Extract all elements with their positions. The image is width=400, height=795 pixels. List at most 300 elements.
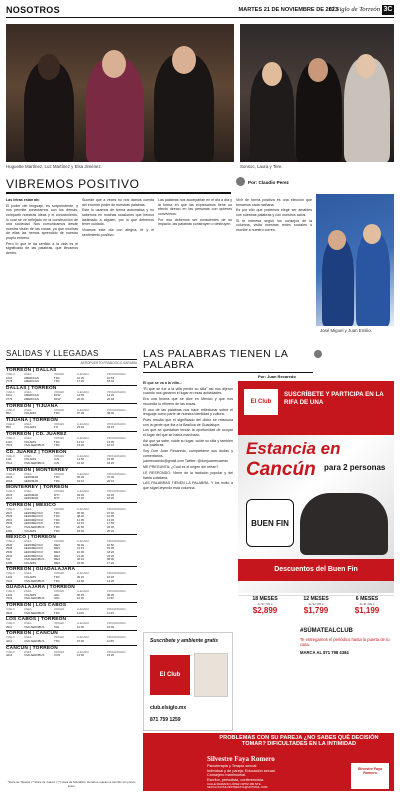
paragraph: Este lo usamos de forma automática y no sabemos en muchas ocasiones que hemos lastimado a alguien, por lo que debemos tener cuidado. — [82, 208, 154, 227]
flight-cell: VIVA AEROBUS — [24, 525, 45, 530]
column-header: VUELO — [6, 590, 15, 594]
paragraph: Pues resulta que el significado del dicho se relaciona con la gente que iba a la Basílica de Guadalupe. — [143, 417, 233, 427]
flight-cell: AMERICAN — [24, 393, 39, 398]
flight-cell: VIVA AEROBUS — [24, 624, 45, 629]
column-header: ORIGEN — [54, 490, 65, 494]
route-header: TORREÓN | DALLAS — [6, 367, 137, 373]
promo-city: Cancún — [246, 459, 316, 480]
column-header: ORIGEN — [54, 373, 65, 376]
sumate-phone: MARCA AL 871 798 4384 — [300, 650, 349, 655]
price-note: de $1,499 a — [359, 602, 375, 606]
promo-header — [238, 381, 394, 435]
newspaper-icon — [194, 653, 228, 697]
flight-cell: VOLARIS — [24, 457, 37, 462]
column-header: VUELO — [6, 373, 15, 376]
column-title: LAS PALABRAS TIENEN LA PALABRA — [143, 349, 313, 373]
flight-cell: 20:10 — [107, 478, 114, 483]
paragraph: Vivir de forma positiva es una elección que tomamos cada mañana. — [236, 198, 312, 207]
flight-cell: TIJ — [54, 425, 58, 430]
column-header: VUELO — [6, 436, 15, 440]
column-header: LLEGADA — [77, 622, 89, 626]
price-value: $1,199 — [354, 606, 380, 615]
column-header: ORIGEN — [54, 650, 65, 654]
flight-cell: 1110 — [6, 439, 12, 444]
flight-row — [6, 412, 137, 416]
column-header: VUELO — [6, 508, 15, 512]
flight-cell: 511 — [6, 557, 11, 562]
flight-cell: 20:20 — [107, 528, 114, 533]
page-number: 3C — [383, 6, 393, 13]
flight-cell: TRC — [54, 510, 60, 515]
flight-cell: AEROMAR — [24, 478, 39, 483]
flight-cell: TRC — [54, 439, 60, 444]
promo-title: SUSCRÍBETE Y PARTICIPA EN LA RIFA DE UNA — [284, 391, 384, 406]
ad-name: Silvestre Faya Romero — [207, 755, 275, 763]
column-header: LÍNEA — [24, 636, 32, 640]
flight-cell: MEX — [54, 560, 61, 565]
club-ad[interactable] — [143, 632, 233, 731]
flight-cell: TRC — [54, 478, 60, 483]
column-header: VUELO — [6, 422, 15, 426]
flight-row — [6, 597, 137, 601]
flight-cell: AEROMÉXICO — [24, 514, 43, 519]
flight-row — [6, 612, 137, 616]
column-header: LLEGADA — [77, 572, 89, 576]
club-url[interactable]: club.elsiglo.mx — [150, 705, 187, 711]
flight-cell: TRC — [54, 514, 60, 519]
flight-cell: 04:15 — [107, 425, 114, 430]
person-figure — [356, 232, 390, 326]
paragraph: Por eso debemos ser conscientes de su impacto, las palabras construyen o destruyen. — [158, 217, 232, 227]
column-header: LÍNEA — [24, 650, 32, 654]
flight-cell: 2016 — [6, 475, 13, 480]
therapy-ad[interactable] — [143, 733, 394, 791]
flight-cell: 18:40 — [77, 528, 84, 533]
social-photo-right — [240, 24, 394, 162]
paper-name: El Siglo de Torreón — [328, 6, 380, 13]
flight-cell: 2015 — [6, 492, 13, 497]
column-header: PROGRAMADA — [107, 607, 126, 611]
flight-cell: 23:40 — [77, 425, 84, 430]
flight-cell: 15:30 — [107, 457, 114, 462]
ad-subscribe: Suscríbete y ambiente gratis — [150, 638, 219, 644]
flight-cell: 16:10 — [107, 443, 114, 448]
flight-cell: AEROMÉXICO — [24, 550, 43, 554]
flight-row — [6, 398, 137, 402]
flight-cell: CUN — [54, 653, 61, 658]
flight-cell: 3910 — [6, 610, 13, 615]
flight-cell: VOLARIS — [24, 439, 37, 444]
column-header: ORIGEN — [54, 540, 65, 544]
flight-row — [6, 626, 137, 630]
flight-cell: 16:40 — [77, 460, 84, 465]
column-header: PROGRAMADA — [107, 540, 126, 544]
column-header: PROGRAMADA — [107, 472, 126, 476]
column-header: VUELO — [6, 540, 15, 544]
paragraph: Pero lo que le da sentido a la vida es el significado de las palabras, que llevamos dentro. — [6, 241, 78, 255]
flight-row — [6, 462, 137, 466]
column-author: Por: Juan Recaredo — [258, 374, 296, 379]
flight-cell: 14:20 — [107, 393, 114, 398]
page-header — [6, 4, 394, 18]
descuentos-banner: Descuentos del Buen Fin — [238, 559, 394, 581]
article-column — [6, 198, 78, 257]
flight-cell: TRC — [54, 375, 60, 380]
paragraph: Sucede que a veces no nos damos cuenta del enorme poder de nuestras palabras. — [82, 198, 154, 207]
flight-cell: VIVA AEROBUS — [24, 557, 45, 562]
route-header: TORREÓN | MONTERREY — [6, 467, 137, 473]
paragraph: juanrecaredo@gmail.com Twitter: @donjuanrecaredo — [143, 459, 229, 464]
flight-cell: VIVA AEROBUS — [24, 610, 45, 615]
flight-row — [6, 426, 137, 430]
flight-cell: 07:40 — [107, 510, 114, 515]
club-logo: El Club — [244, 389, 278, 415]
flight-cell: MEX — [54, 557, 61, 562]
person-head — [172, 46, 196, 74]
flight-cell: AEROMÉXICO — [24, 553, 43, 558]
flight-cell: 7022 — [6, 596, 13, 601]
column-header: LLEGADA — [77, 472, 89, 476]
column-header: VUELO — [6, 408, 15, 412]
column-header: VUELO — [6, 454, 15, 458]
flight-cell: 2527 — [6, 510, 13, 515]
column-header: VUELO — [6, 490, 15, 494]
flight-cell: VOLARIS — [24, 411, 37, 416]
flight-cell: 17:20 — [77, 496, 84, 501]
column-header: PROGRAMADA — [107, 373, 126, 376]
flight-cell: 15:20 — [107, 653, 114, 658]
column-header: PROGRAMADA — [107, 572, 126, 576]
column-header: LLEGADA — [77, 490, 89, 494]
flight-cell: 10:30 — [77, 596, 84, 601]
paragraph: Así que ya sabe, cuide su lugar, cuide su silla y también sus palabras. — [143, 438, 233, 448]
column-header: LÍNEA — [24, 607, 32, 611]
flight-cell: TRC — [54, 443, 60, 448]
section-name: NOSOTROS — [6, 5, 60, 15]
route-header: CANCÚN | TORREÓN — [6, 645, 137, 651]
flight-cell: SJD — [54, 624, 60, 629]
flight-cell: 19:10 — [77, 478, 84, 483]
paragraph: LE RESPONDO: Viene de la tradición popular y del habla cotidiana. — [143, 470, 233, 480]
promo-big: Estancia en — [246, 439, 341, 458]
flight-cell: 09:45 — [77, 492, 84, 497]
flight-cell: GDL — [54, 592, 60, 597]
paragraph: Vivamos este día con alegría, fe y el sentimiento positivo. — [82, 227, 154, 237]
promo-photo — [300, 493, 388, 555]
column-header: LLEGADA — [77, 422, 89, 426]
flight-cell: 4213 — [6, 653, 13, 658]
flight-cell: 13:05 — [107, 439, 114, 444]
flight-cell: 11:55 — [107, 638, 114, 643]
person-figure — [322, 238, 354, 326]
column-header: LÍNEA — [24, 390, 32, 394]
service-item: Psicoterapia y Terapia sexual. — [207, 764, 258, 768]
paragraph: Era una broma que se dice en México y que nos recuerda lo efímero de las cosas. — [143, 397, 233, 406]
price-12-meses — [291, 596, 341, 615]
price-note: de $3,799 a — [257, 602, 273, 606]
flight-row — [6, 380, 137, 384]
ad-logo: Silvestre Faya Romero — [351, 763, 389, 789]
column-header: ORIGEN — [54, 422, 65, 426]
flight-cell: 1403 — [6, 592, 13, 597]
flight-cell: 11:00 — [77, 610, 84, 615]
flight-cell: DFW — [54, 396, 61, 401]
subhead: Las letras están ahí — [6, 198, 40, 202]
column-header: LLEGADA — [77, 408, 89, 412]
flight-cell: TRC — [54, 528, 60, 533]
route-header: MONTERREY | TORREÓN — [6, 484, 137, 490]
column-header: LÍNEA — [24, 540, 32, 544]
flight-cell: 20:30 — [77, 396, 84, 401]
flight-cell: 2531 — [6, 517, 13, 522]
flight-cell: TRC — [54, 525, 60, 530]
photo-caption: Sonsoc, Laura y Tere. — [240, 164, 283, 169]
club-logo: El Club — [150, 655, 190, 695]
column-header: LLEGADA — [77, 454, 89, 458]
flight-cell: TRC — [54, 475, 60, 480]
flight-cell: TRC — [54, 638, 60, 643]
photo-caption: Huguette Martínez, Luz Martínez y Elsa Jiménez. — [6, 164, 102, 169]
person-head — [38, 54, 60, 80]
photo-caption: José Miguel y Juan Emilio. — [320, 328, 372, 333]
flight-cell: 11:50 — [107, 596, 114, 601]
flight-cell: MEX — [54, 546, 61, 551]
flight-cell: 852 — [6, 411, 11, 416]
sumate-text: Te entregamos el periódico hasta la puerta de tu casa. — [300, 637, 390, 647]
price-value: $1,799 — [303, 606, 329, 615]
buen-fin-logo: BUEN FIN — [246, 499, 294, 547]
flight-cell: MTY — [54, 496, 60, 501]
paragraph: LAS PALABRAS TIENEN LA PALABRA: Y los invito a que sigan leyendo esta columna. — [143, 481, 233, 490]
flight-cell: 14:20 — [107, 578, 114, 583]
flight-cell: MEX — [54, 553, 61, 558]
flight-cell: AEROMÉXICO — [24, 542, 43, 547]
column-header: PROGRAMADA — [107, 408, 126, 412]
flight-cell: AEROMAR — [24, 492, 39, 497]
flight-cell: 08:00 — [107, 557, 114, 562]
column-header: ORIGEN — [54, 454, 65, 458]
article-column — [158, 198, 232, 228]
flight-cell: 16:30 — [77, 550, 84, 554]
route-header: TORREÓN | GUADALAJARA — [6, 566, 137, 572]
column-header: VUELO — [6, 390, 15, 394]
flight-cell: CJS — [54, 460, 60, 465]
social-photo-left — [6, 24, 234, 162]
flight-cell: VOLARIS — [24, 574, 37, 579]
route-header: LOS CABOS | TORREÓN — [6, 616, 137, 622]
column-header: ORIGEN — [54, 636, 65, 640]
column-header: PROGRAMADA — [107, 422, 126, 426]
column-header: ORIGEN — [54, 572, 65, 576]
column-header: LÍNEA — [24, 472, 32, 476]
flight-cell: 16:15 — [77, 521, 84, 526]
flight-cell: 13:55 — [77, 393, 84, 398]
flight-row — [6, 444, 137, 448]
flight-cell: 18:20 — [107, 550, 114, 554]
person-head — [356, 54, 376, 78]
price-list — [238, 595, 394, 625]
column-header: PROGRAMADA — [107, 650, 126, 654]
column-header: LÍNEA — [24, 422, 32, 426]
person-head — [262, 62, 282, 86]
flight-cell: 21:30 — [77, 553, 84, 558]
flight-cell: 1085 — [6, 560, 13, 565]
flight-cell: AEROMAR — [24, 496, 39, 501]
flight-cell: VIVA AEROBUS — [24, 443, 45, 448]
column-header: LLEGADA — [77, 436, 89, 440]
flight-cell: TRC — [54, 517, 60, 522]
flight-cell: 7013 — [6, 443, 13, 448]
route-header: TORREÓN | CANCÚN — [6, 630, 137, 636]
ad-address: CALLE MARIANO LÓPEZ ORTIZ 280 NTE. — [207, 782, 262, 786]
flight-cell: 08:00 — [107, 411, 114, 416]
flight-row — [6, 562, 137, 566]
flight-note: *Hora de Tijuana | **Hora de Juárez | (*) Hora de Mazatlán. Horarios sujetos a cambio sin previo aviso. — [7, 780, 136, 788]
column-header: PROGRAMADA — [107, 436, 126, 440]
flight-row — [6, 580, 137, 584]
flight-cell: 13:00 — [77, 653, 84, 658]
flight-cell: 07:30 — [107, 475, 114, 480]
person-head — [102, 50, 126, 78]
flight-row — [6, 530, 137, 534]
flight-cell: 3911 — [6, 624, 13, 629]
promo-people: para 2 personas — [324, 463, 386, 472]
column-header: ORIGEN — [54, 472, 65, 476]
column-header: VUELO — [6, 472, 15, 476]
person-head — [363, 224, 381, 244]
flight-row — [6, 497, 137, 501]
paragraph: Los que se quedaban tenían la oportunidad de ocupar el lugar del que se había marchado. — [143, 428, 233, 437]
flight-schedule — [6, 366, 137, 658]
flight-cell: 2017 — [6, 496, 13, 501]
flight-cell: TRC — [54, 578, 60, 583]
flight-cell: 1111 — [6, 457, 12, 462]
column-header: LÍNEA — [24, 436, 32, 440]
flight-cell: 10:35 — [77, 375, 84, 380]
column-header: LÍNEA — [24, 454, 32, 458]
flight-cell: MTY — [54, 492, 60, 497]
sports-photo — [316, 194, 394, 326]
paragraph: ME PREGUNTA: ¿Cuál es el origen del refrán? — [143, 465, 219, 470]
column-header: PROGRAMADA — [107, 622, 126, 626]
flight-cell: 2018 — [6, 478, 13, 483]
promo-body — [238, 435, 394, 593]
flight-cell: 1402 — [6, 574, 13, 579]
flight-cell: 07:05 — [77, 411, 84, 416]
flight-cell: 07:30 — [77, 638, 84, 643]
flight-cell: 22:30 — [107, 525, 114, 530]
flight-cell: 20:50 — [77, 525, 84, 530]
flight-row — [6, 654, 137, 658]
flight-cell: 06:30 — [77, 475, 84, 480]
column-header: LÍNEA — [24, 590, 32, 594]
price-label: 12 MESES — [303, 596, 329, 602]
flight-cell: AEROMÉXICO — [24, 521, 43, 526]
flight-cell: TRC — [54, 574, 60, 579]
flight-cell: 15:05 — [107, 546, 114, 551]
ad-email[interactable]: SEXOLOGOSILVESTREFAYA@HOTMAIL.COM — [207, 785, 268, 790]
column-header: VUELO — [6, 622, 15, 626]
flight-cell: AMERICAN — [24, 375, 39, 380]
column-header: LLEGADA — [77, 373, 89, 376]
article-body — [143, 381, 233, 492]
flight-cell: TRC — [54, 411, 60, 416]
flight-cell: AEROMÉXICO — [24, 517, 43, 522]
column-header: LLEGADA — [77, 650, 89, 654]
paragraph: El poder del lenguaje, es sorprendente, y nos permite conectarnos con los demás, compartir nuestras ideas y el conocimiento, lo cual se ve reflejado en la construcción de una sociedad. Nos comunicamos desde nuestra visión de las cosas, ya que muchas de ellas las hemos aprendido de nuestro propio entorno. — [6, 203, 78, 240]
flight-cell: 4212 — [6, 638, 13, 643]
price-6-meses — [342, 596, 392, 615]
column-header: PROGRAMADA — [107, 636, 126, 640]
paragraph: "El que se fue a la villa perdió su silla" así nos dijeron cuando nos ganaron el lugar en esas actividades. — [143, 386, 233, 396]
route-header: CD. JUÁREZ | TORREÓN — [6, 449, 137, 455]
flight-cell: 12:05 — [77, 517, 84, 522]
column-header: ORIGEN — [54, 408, 65, 412]
flight-cell: 18:02 — [107, 379, 114, 384]
price-label: 18 MESES — [252, 596, 278, 602]
flight-cell: 2778 — [6, 379, 13, 384]
flight-cell: 510 — [6, 525, 11, 530]
flight-cell: 7014 — [6, 460, 13, 465]
flight-cell: VIVA AEROBUS — [24, 596, 45, 601]
flight-cell: 20:48 — [107, 396, 114, 401]
price-value: $2,899 — [252, 606, 278, 615]
flight-cell: 2530 — [6, 550, 13, 554]
flight-cell: 1011 — [6, 393, 13, 398]
column-header: LÍNEA — [24, 572, 32, 576]
flights-title: SALIDAS Y LLEGADAS — [6, 349, 137, 360]
flight-cell: CJS — [54, 457, 60, 462]
flight-cell: 08:05 — [107, 592, 114, 597]
price-18-meses — [240, 596, 290, 615]
flight-cell: 2532 — [6, 553, 13, 558]
price-label: 6 MESES — [355, 596, 379, 602]
column-author: Por: Claudio Perez — [248, 180, 289, 185]
price-note: de $2,399 a — [308, 602, 324, 606]
ad-headline: PROBLEMAS CON SU PAREJA ¿NO SABES QUÉ DECISIÓN TOMAR? DIFICULTADES EN LA INTIMIDAD — [219, 735, 379, 748]
column-header: ORIGEN — [54, 607, 65, 611]
column-header: LÍNEA — [24, 490, 32, 494]
column-header: LÍNEA — [24, 508, 32, 512]
column-header: LÍNEA — [24, 373, 32, 376]
flight-cell: 17:20 — [107, 560, 114, 565]
flight-cell: MEX — [54, 542, 61, 547]
column-header: LÍNEA — [24, 408, 32, 412]
column-header: ORIGEN — [54, 390, 65, 394]
flight-cell: GDL — [54, 596, 60, 601]
paragraph: El que se va a la villa... — [143, 381, 182, 385]
flight-cell: 13:00 — [77, 578, 84, 583]
flight-cell: 10:50 — [107, 542, 114, 547]
paragraph: El uso de las palabras nos hace reflexionar sobre el lenguaje como parte de nuestra identidad y cultura. — [143, 407, 233, 417]
flight-cell: 18:20 — [107, 496, 114, 501]
paragraph: Las palabras nos acompañan en el día a día y la forma en que las expresamos tiene un efecto directo en las personas con quienes convivimos. — [158, 198, 232, 216]
author-avatar — [236, 177, 245, 186]
column-header: ORIGEN — [54, 622, 65, 626]
column-header: PROGRAMADA — [107, 390, 126, 394]
column-header: LLEGADA — [77, 540, 89, 544]
flight-cell: 13:50 — [77, 457, 84, 462]
flight-cell: MEX — [54, 550, 61, 554]
service-item: Escritor, periodista, conferencista. — [207, 777, 264, 782]
person-head — [308, 58, 328, 82]
column-header: LLEGADA — [77, 607, 89, 611]
flight-cell: AEROMÉXICO — [24, 546, 43, 551]
sumate-ad[interactable] — [238, 626, 394, 730]
column-title: VIBREMOS POSITIVO — [6, 177, 231, 194]
flight-cell: 09:20 — [77, 574, 84, 579]
sumate-title: #SÚMATEALCLUB — [300, 628, 353, 634]
